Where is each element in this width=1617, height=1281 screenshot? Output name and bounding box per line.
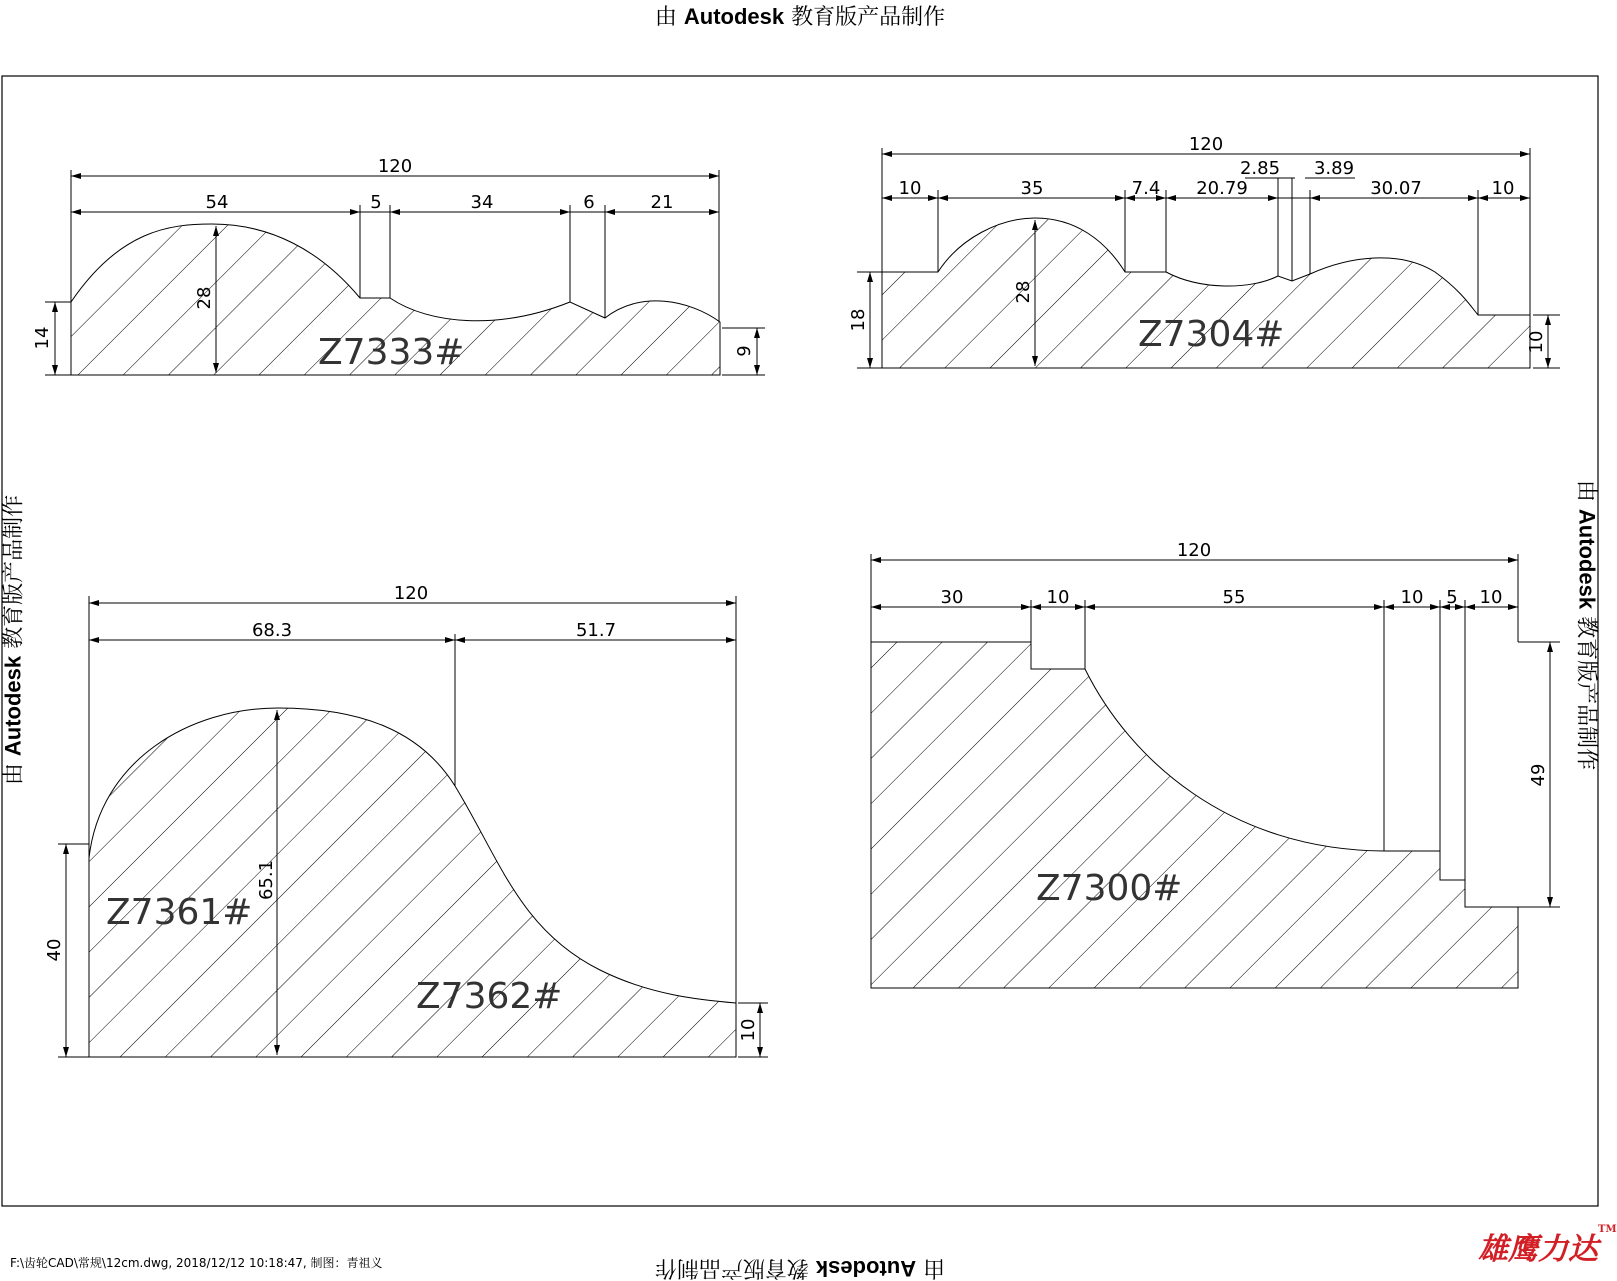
watermark-right [1575, 480, 1598, 770]
dim-label: 10 [898, 178, 922, 199]
dim-label: 28 [1013, 280, 1034, 304]
dim-label: 10 [1491, 178, 1515, 199]
watermark-prefix: 由 [654, 5, 677, 30]
dim-label: 35 [1020, 178, 1044, 199]
brand-logo [1478, 1224, 1617, 1268]
watermark-suffix: 教育版产品制作 [791, 5, 946, 30]
dim-label: 5 [370, 192, 382, 213]
watermark-top [0, 6, 1600, 29]
watermark-brand: Autodesk [0, 655, 26, 757]
dim-label: 54 [205, 192, 229, 213]
watermark-prefix: 由 [1573, 479, 1599, 502]
trademark-mark: TM [1598, 1224, 1617, 1235]
dim-label: 55 [1222, 587, 1246, 608]
profile-z7300 [871, 554, 1560, 988]
dim-label: 120 [1188, 134, 1224, 155]
dim-label: 2.85 [1239, 158, 1281, 179]
watermark-suffix: 教育版产品制作 [1, 494, 27, 649]
z7300-section [871, 642, 1518, 988]
dim-label: 9 [734, 345, 755, 357]
dim-label: 10 [1479, 587, 1503, 608]
dim-label: 30 [940, 587, 964, 608]
dim-label: 14 [32, 326, 53, 350]
watermark-suffix: 教育版产品制作 [654, 1255, 809, 1280]
brand-logo-text: 雄鹰力达 [1478, 1232, 1598, 1267]
dim-label: 30.07 [1370, 178, 1422, 199]
profile-label: Z7361# [106, 892, 253, 933]
profile-label: Z7304# [1138, 314, 1285, 355]
profile-label: Z7362# [416, 976, 563, 1017]
dim-label: 3.89 [1313, 158, 1355, 179]
dim-label: 20.79 [1196, 178, 1248, 199]
dim-label: 34 [470, 192, 494, 213]
dim-label: 51.7 [575, 620, 617, 641]
dim-label: 18 [848, 308, 869, 332]
dim-label: 68.3 [251, 620, 293, 641]
watermark-brand: Autodesk [815, 1256, 917, 1281]
profile-label: Z7333# [318, 332, 465, 373]
z7361-section [89, 708, 736, 1057]
dim-label: 10 [1400, 587, 1424, 608]
dim-label: 7.4 [1131, 178, 1161, 199]
watermark-brand: Autodesk [1574, 508, 1600, 610]
dim-label: 40 [44, 938, 65, 962]
dim-label: 5 [1446, 587, 1458, 608]
dim-label: 10 [1046, 587, 1070, 608]
file-info: F:\齿轮CAD\常规\12cm.dwg, 2018/12/12 10:18:47, 制图：青祖义 [10, 1256, 383, 1270]
dim-label: 10 [738, 1018, 759, 1042]
profile-label: Z7300# [1036, 868, 1183, 909]
dim-label: 6 [583, 192, 595, 213]
dim-label: 49 [1528, 763, 1549, 787]
dim-label: 21 [650, 192, 674, 213]
dim-label: 10 [1526, 330, 1547, 354]
watermark-left [0, 494, 27, 786]
dim-label: 65.1 [256, 859, 277, 901]
dim-label: 28 [194, 286, 215, 310]
watermark-brand: Autodesk [683, 4, 785, 29]
watermark-prefix: 由 [1, 763, 27, 786]
dim-label: 120 [393, 583, 429, 604]
watermark-suffix: 教育版产品制作 [1573, 616, 1599, 771]
profile-z7361 [58, 596, 768, 1057]
dim-label: 120 [377, 156, 413, 177]
dim-label: 120 [1176, 540, 1212, 561]
watermark-prefix: 由 [923, 1255, 946, 1280]
